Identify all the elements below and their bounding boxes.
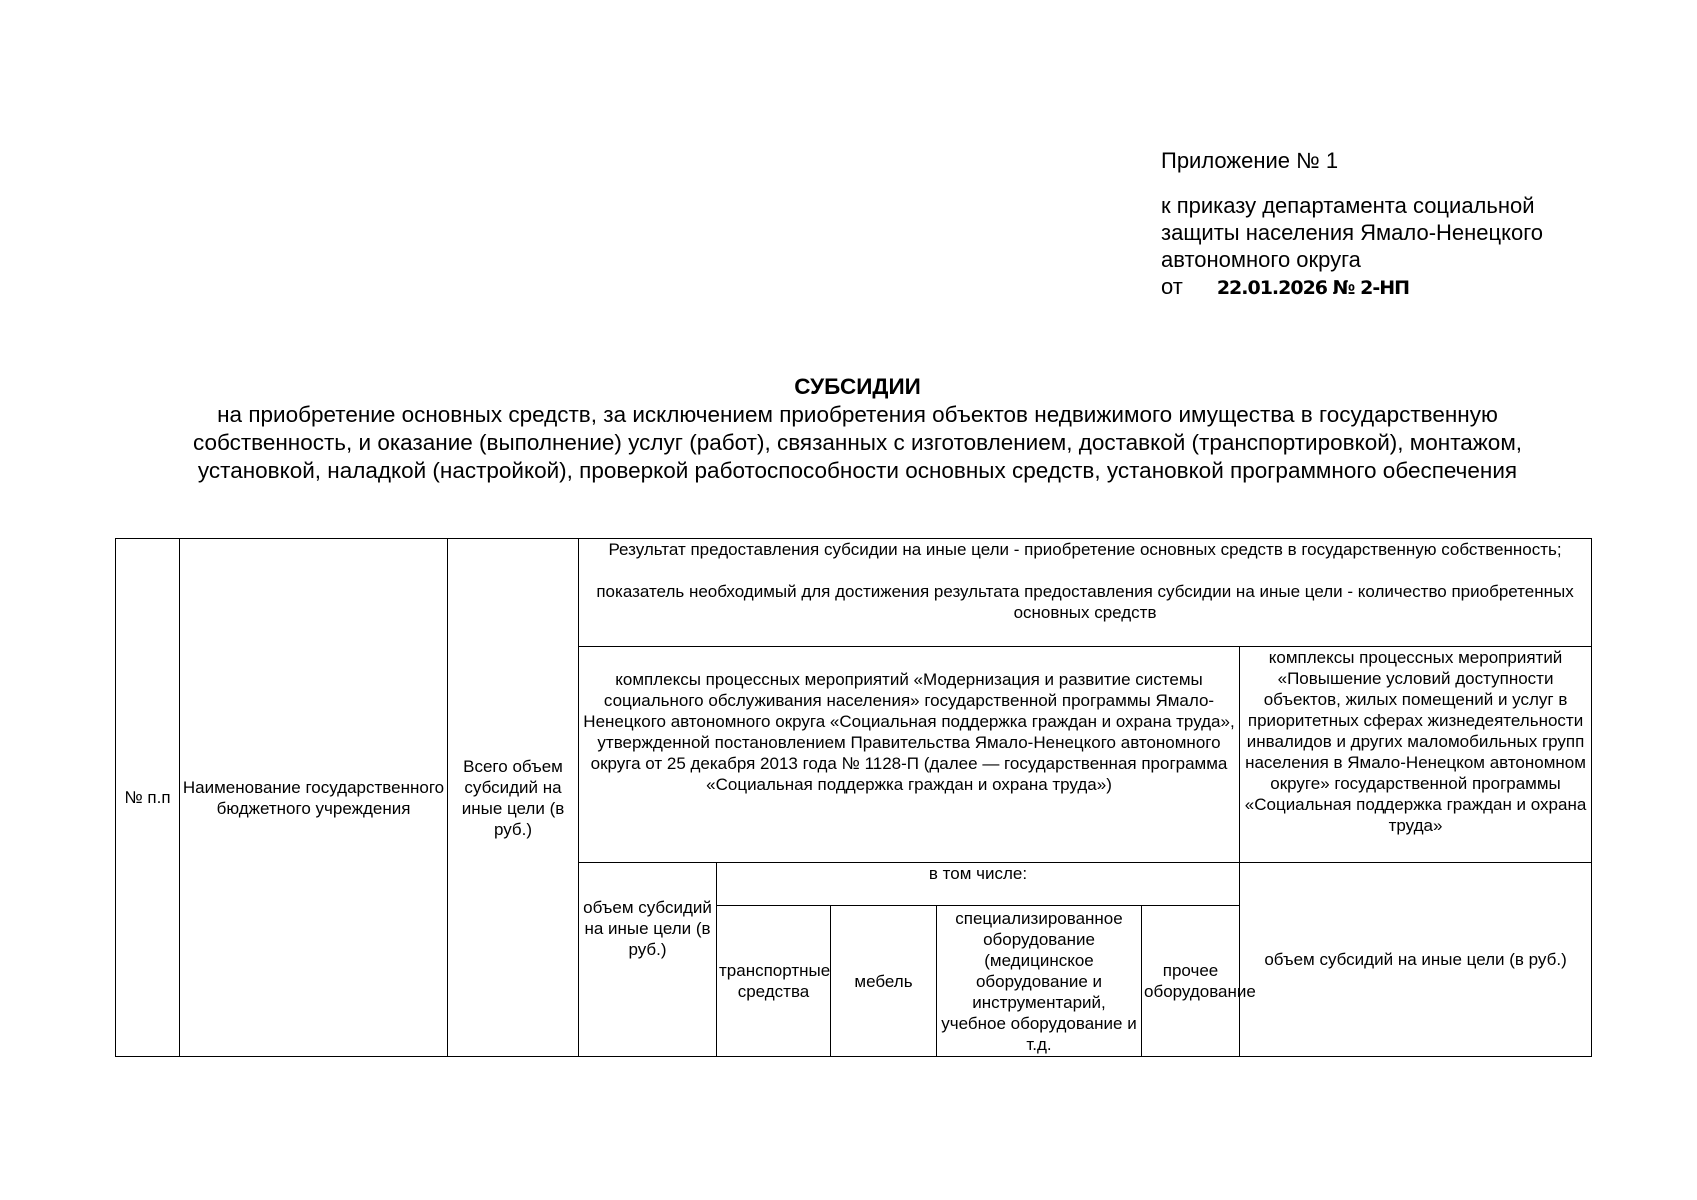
annex-order-line: автономного округа: [1161, 247, 1361, 272]
annex-block: [1161, 147, 1621, 302]
sub-volume-header: объем субсидий на иные цели (в руб.): [579, 863, 717, 1057]
furniture-header: мебель: [831, 906, 937, 1057]
col-total-header: Всего объем субсидий на иные цели (в руб.): [448, 539, 579, 1057]
result-line: Результат предоставления субсидии на иные цели - приобретение основных средств в государственную собственность;: [608, 540, 1562, 559]
col-number-header: № п.п: [116, 539, 180, 1057]
special-equipment-header: специализированное оборудование (медицинское оборудование и инструментарий, учебное оборудование и т.д.: [937, 906, 1142, 1057]
document-heading: [100, 373, 1615, 485]
result-header: [579, 539, 1592, 647]
col-institution-header: Наименование государственного бюджетного учреждения: [180, 539, 448, 1057]
annex-order-line: защиты населения Ямало-Ненецкого: [1161, 220, 1544, 245]
from-label: от: [1161, 274, 1183, 299]
complex2-volume-header: объем субсидий на иные цели (в руб.): [1240, 863, 1592, 1057]
indicator-line: показатель необходимый для достижения результата предоставления субсидии на иные цели - количество приобретенных основных средств: [596, 582, 1574, 622]
including-header: в том числе:: [717, 863, 1240, 906]
subsidies-table: [115, 538, 1592, 1057]
complex1-header: комплексы процессных мероприятий «Модернизация и развитие системы социального обслуживания населения» государственной программы Ямало-Ненецкого автономного округа «Социальная поддержка граждан и охрана труда», утвержденной постановлением Правительства Ямало-Ненецкого автономного округа от 25 декабря 2013 года № 1128-П (далее — государственная программа «Социальная поддержка граждан и охрана труда»): [579, 647, 1240, 863]
annex-order-line: к приказу департамента социальной: [1161, 193, 1535, 218]
subtitle-line: на приобретение основных средств, за исключением приобретения объектов недвижимого имущества в государственную: [217, 402, 1498, 427]
document-title: СУБСИДИИ: [794, 374, 921, 399]
complex2-header: комплексы процессных мероприятий «Повышение условий доступности объектов, жилых помещений и услуг в приоритетных сферах жизнедеятельности инвалидов и других маломобильных групп населения в Ямало-Ненецком автономном округе» государственной программы «Социальная поддержка граждан и охрана труда»: [1240, 647, 1592, 863]
transport-header: транспортные средства: [717, 906, 831, 1057]
subtitle-line: установкой, наладкой (настройкой), проверкой работоспособности основных средств, установкой программного обеспечения: [197, 458, 1518, 483]
annex-date-line: [1161, 273, 1621, 302]
annex-title: Приложение № 1: [1161, 148, 1339, 173]
other-equipment-header: прочее оборудование: [1142, 906, 1240, 1057]
subtitle-line: собственность, и оказание (выполнение) услуг (работ), связанных с изготовлением, доставкой (транспортировкой), монтажом,: [192, 430, 1523, 455]
order-date-number: 22.01.2026 № 2-НП: [1216, 277, 1410, 299]
